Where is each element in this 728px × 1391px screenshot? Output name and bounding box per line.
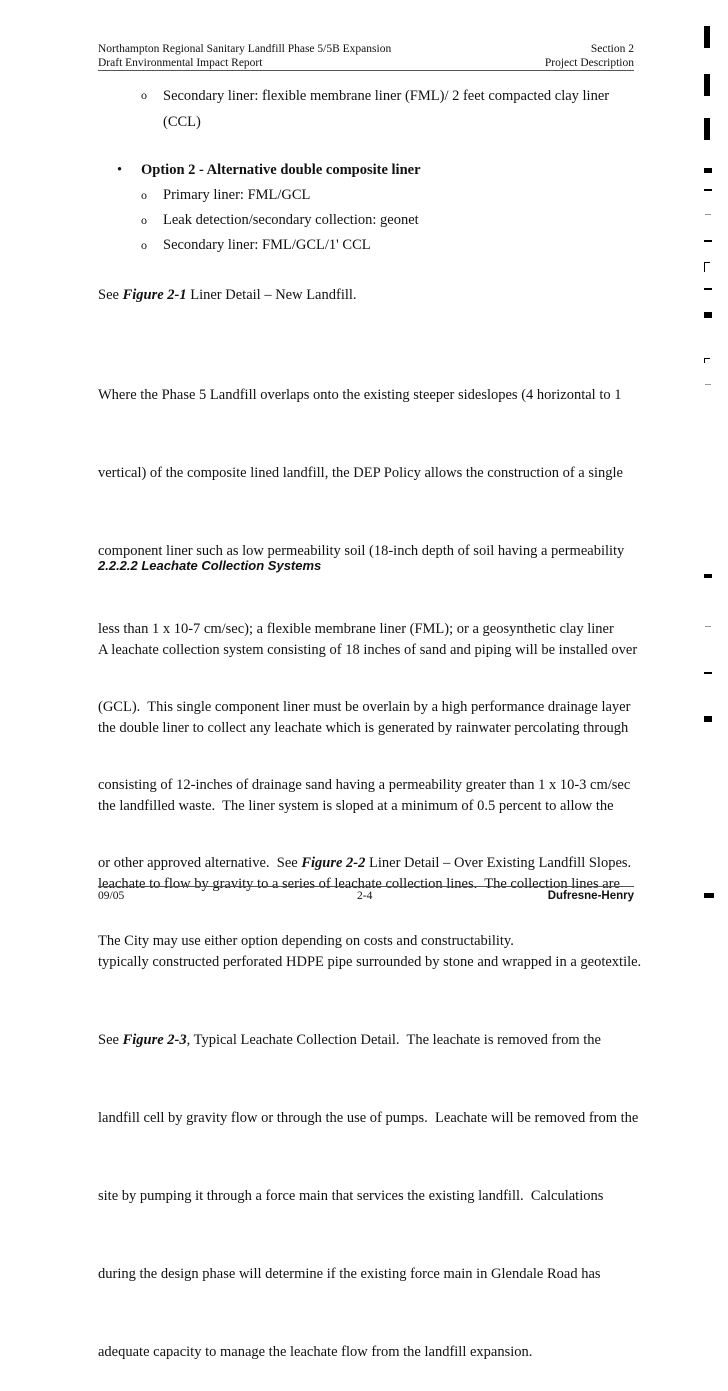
margin-mark [704,312,712,318]
margin-mark [704,574,712,578]
text-prefix: See [98,287,123,303]
paragraph-line: typically constructed perforated HDPE pipe surrounded by stone and wrapped in a geotextile. [98,954,642,970]
paragraph-line [98,1027,641,1053]
paragraph-line: the double liner to collect any leachate which is generated by rainwater percolating through [98,720,629,736]
margin-mark [704,118,710,140]
margin-mark [704,189,712,191]
margin-mark [704,893,714,898]
list-item: Primary liner: FML/GCL [163,187,311,203]
margin-mark [705,626,711,627]
section-number: Section 2 [590,43,634,55]
margin-mark [704,358,705,363]
margin-mark [704,672,712,674]
text-suffix: Liner Detail – Over Existing Landfill Slopes. [365,855,632,871]
sub-bullet: o [141,88,147,102]
paragraph-line: landfill cell by gravity flow or through the use of pumps. Leachate will be removed from the [98,1110,639,1126]
paragraph-line: leachate to flow by gravity to a series of leachate collection lines. The collection lines are [98,876,620,892]
sub-bullet: o [141,238,147,252]
paragraph-line: Where the Phase 5 Landfill overlaps onto the existing steeper sideslopes (4 horizontal to 1 [98,387,622,403]
footer-company: Dufresne-Henry [547,890,634,902]
text-suffix: , Typical Leachate Collection Detail. The leachate is removed from the [186,1032,601,1048]
paragraph-line: The City may use either option depending on costs and constructability. [98,933,514,949]
margin-mark [704,262,705,272]
margin-mark [705,384,711,385]
paragraph-line: consisting of 12-inches of drainage sand having a permeability greater than 1 x 10-3 cm/sec [98,777,631,793]
list-item: Leak detection/secondary collection: geonet [163,212,419,228]
paragraph-line: during the design phase will determine if the existing force main in Glendale Road has [98,1266,601,1282]
sub-bullet: o [141,213,147,227]
paragraph-line: component liner such as low permeability soil (18-inch depth of soil having a permeability [98,543,625,559]
margin-mark [704,716,712,722]
margin-mark [704,74,710,96]
paragraph-line: the landfilled waste. The liner system is sloped at a minimum of 0.5 percent to allow the [98,798,614,814]
list-item-secondary-liner [163,83,609,135]
header-left [98,42,391,70]
margin-mark [704,168,712,173]
option2-bullet: • [117,162,123,178]
paragraph-line: less than 1 x 10-7 cm/sec); a flexible membrane liner (FML); or a geosynthetic clay liner [98,621,614,637]
paragraph-line: site by pumping it through a force main that services the existing landfill. Calculations [98,1188,604,1204]
footer-page-number: 2-4 [357,890,373,902]
list-item: Secondary liner: FML/GCL/1' CCL [163,237,371,253]
section-heading: 2.2.2.2 Leachate Collection Systems [98,558,322,573]
figure-link: Figure 2-2 [301,855,366,871]
footer-rule [98,886,634,887]
margin-mark [704,26,710,48]
sub-bullet: o [141,188,147,202]
margin-mark [704,288,712,290]
figure-link: Figure 2-1 [122,287,187,303]
paragraph-leachate [98,585,641,1391]
header-rule [98,70,634,71]
margin-mark [704,240,712,242]
text-suffix: Liner Detail – New Landfill. [186,287,357,303]
text-prefix: See [98,1032,123,1048]
paragraph-line: adequate capacity to manage the leachate flow from the landfill expansion. [98,1344,533,1360]
report-subtitle: Draft Environmental Impact Report [98,57,263,69]
option2-title: Option 2 - Alternative double composite liner [141,162,421,178]
figure-reference [98,282,357,308]
list-item-line: Secondary liner: flexible membrane liner (FML)/ 2 feet compacted clay liner [163,88,610,104]
paragraph-line: vertical) of the composite lined landfill, the DEP Policy allows the construction of a single [98,465,623,481]
margin-mark [704,262,710,263]
footer-date: 09/05 [98,890,125,902]
margin-mark [705,214,711,215]
text-prefix: or other approved alternative. See [98,855,302,871]
paragraph-line: A leachate collection system consisting of 18 inches of sand and piping will be installed over [98,642,638,658]
list-item-line: (CCL) [163,114,201,130]
figure-link: Figure 2-3 [122,1032,187,1048]
section-name: Project Description [544,57,634,69]
header-right [545,42,634,70]
paragraph-line: (GCL). This single component liner must be overlain by a high performance drainage layer [98,699,631,715]
report-title: Northampton Regional Sanitary Landfill Phase 5/5B Expansion [98,43,392,55]
